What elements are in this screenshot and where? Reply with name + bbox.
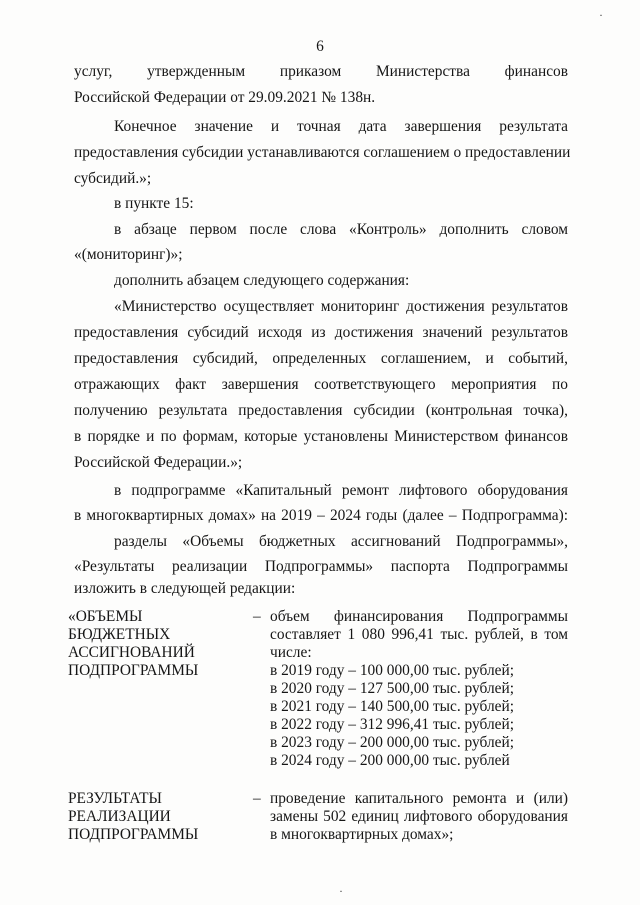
results-dash: –: [253, 790, 261, 807]
text-line: в порядке и по формам, которые установлены Министерством финансов: [74, 428, 568, 445]
text-line: «(мониторинг)»;: [74, 246, 183, 263]
text-line: разделы «Объемы бюджетных ассигнований Подпрограммы»,: [114, 533, 568, 550]
scan-speck: ·: [339, 884, 343, 898]
text-line: отражающих факт завершения соответствующего мероприятия по: [74, 376, 568, 393]
text-line: получению результата предоставления субсидии (контрольная точка),: [74, 402, 568, 419]
text-line: предоставления субсидий, определенных соглашением, и событий,: [74, 350, 568, 367]
text-line: «Министерство осуществляет мониторинг достижения результатов: [114, 298, 568, 315]
text-line: услуг, утвержденным приказом Министерства финансов: [74, 63, 568, 80]
page-number: 6: [316, 38, 324, 55]
funding-year-line: в 2021 году – 140 500,00 тыс. рублей;: [270, 698, 514, 715]
results-line: замены 502 единиц лифтового оборудования: [270, 808, 568, 825]
text-line: в многоквартирных домах» на 2019 – 2024 годы (далее – Подпрограмма):: [74, 507, 568, 524]
results-line: в многоквартирных домах»;: [270, 826, 454, 843]
text-line: «Результаты реализации Подпрограммы» паспорта Подпрограммы: [74, 558, 568, 575]
text-line: изложить в следующей редакции:: [74, 580, 296, 597]
text-line: в подпрограмме «Капитальный ремонт лифтового оборудования: [114, 482, 568, 499]
scan-speck: ·: [599, 8, 603, 22]
funding-year-line: в 2024 году – 200 000,00 тыс. рублей: [270, 752, 510, 769]
text-line: предоставления субсидий исходя из достижения значений результатов: [74, 324, 568, 341]
text-line: субсидий.»;: [74, 170, 152, 187]
funding-line: составляет 1 080 996,41 тыс. рублей, в том: [270, 626, 568, 643]
results-line: проведение капитального ремонта и (или): [270, 790, 568, 807]
funding-year-line: в 2019 году – 100 000,00 тыс. рублей;: [270, 662, 514, 679]
text-line: Российской Федерации.»;: [74, 454, 243, 471]
funding-line: объем финансирования Подпрограммы: [270, 608, 568, 625]
funding-section-label: «ОБЪЕМЫ БЮДЖЕТНЫХ АССИГНОВАНИЙ ПОДПРОГРАММЫ: [68, 608, 199, 679]
funding-year-line: в 2020 году – 127 500,00 тыс. рублей;: [270, 680, 514, 697]
text-line: дополнить абзацем следующего содержания:: [114, 272, 410, 289]
text-line: Российской Федерации от 29.09.2021 № 138н.: [74, 89, 376, 106]
text-line: в пункте 15:: [114, 195, 194, 212]
funding-dash: –: [253, 608, 261, 625]
results-section-label: РЕЗУЛЬТАТЫ РЕАЛИЗАЦИИ ПОДПРОГРАММЫ: [68, 790, 199, 843]
text-line: предоставления субсидии устанавливаются соглашением о предоставлении: [74, 144, 571, 161]
funding-year-line: в 2023 году – 200 000,00 тыс. рублей;: [270, 734, 514, 751]
funding-line: числе:: [270, 644, 312, 661]
text-line: Конечное значение и точная дата завершения результата: [114, 118, 568, 135]
funding-year-line: в 2022 году – 312 996,41 тыс. рублей;: [270, 716, 514, 733]
text-line: в абзаце первом после слова «Контроль» дополнить словом: [114, 221, 568, 238]
